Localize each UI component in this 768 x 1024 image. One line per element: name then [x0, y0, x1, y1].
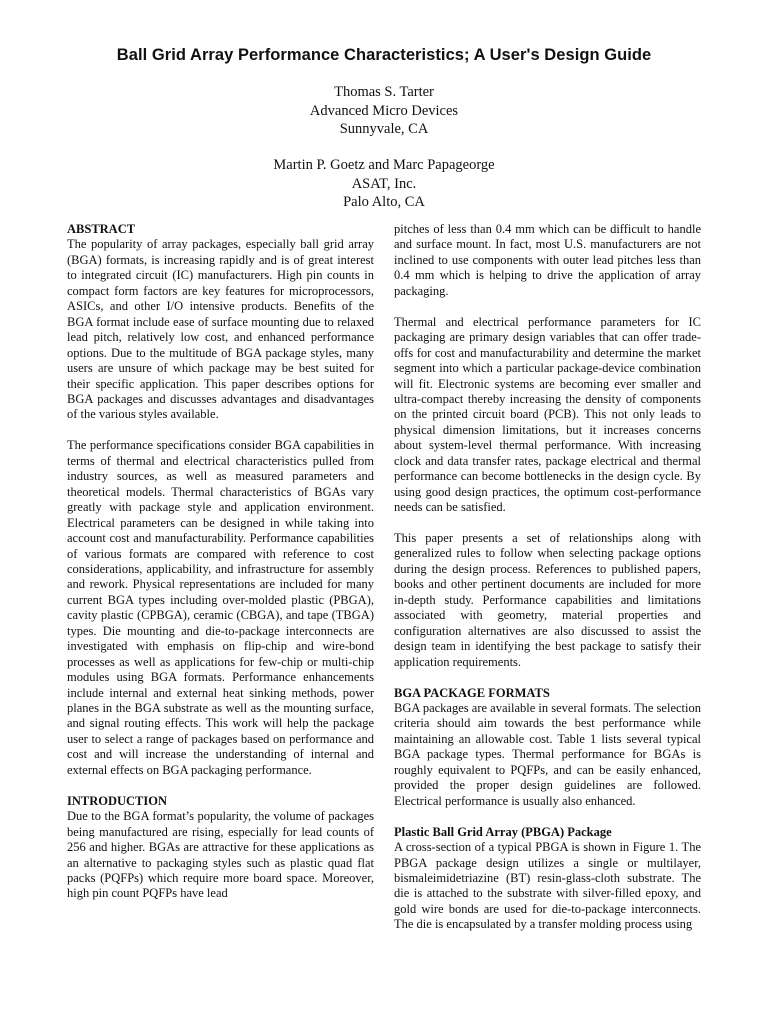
package-formats-heading: BGA PACKAGE FORMATS [394, 685, 550, 700]
author-location: Sunnyvale, CA [339, 121, 429, 137]
pbga-heading: Plastic Ball Grid Array (PBGA) Package [394, 824, 612, 839]
introduction-paragraph-1: Due to the BGA format’s popularity, the volume of packages being manufactured are rising, especially for lead counts of 256 and higher. BGAs are attractive for these applications as an alternative to packaging styles such as plastic quad flat packs (PQFPs) which require more board space. Moreover, high pin count PQFPs have lead [67, 809, 374, 901]
author-block-1 [0, 83, 768, 139]
author-name: Thomas S. Tarter [334, 84, 434, 100]
author-block-2 [0, 156, 768, 212]
author-location: Palo Alto, CA [343, 194, 425, 210]
paper-title: Ball Grid Array Performance Characteristics; A User's Design Guide [116, 46, 652, 64]
author-name: Martin P. Goetz and Marc Papageorge [273, 157, 495, 173]
right-column [394, 222, 701, 933]
pbga-paragraph: A cross-section of a typical PBGA is shown in Figure 1. The PBGA package design utilizes a single or multilayer, bismaleimidetriazine (BT) resin-glass-cloth substrate. The die is attached to the substrate with silver-filled epoxy, and gold wire bonds are used for die-to-package interconnects. The die is encapsulated by a transfer molding process using [394, 840, 701, 932]
abstract-paragraph-2: The performance specifications consider BGA capabilities in terms of thermal and electrical characteristics pulled from industry sources, as well as measured parameters and theoretical models. Thermal characteristics of BGAs vary greatly with package style and application environment. Electrical parameters can be designed in while taking into account cost and manufacturability. Performance capabilities of various formats are compared with reference to cost considerations, applicability, and infrastructure for assembly and rework. Physical representations are included for many current BGA types including over-molded plastic (PBGA), cavity plastic (CPBGA), ceramic (CBGA), and tape (TBGA) types. Die mounting and die-to-package interconnects are investigated with emphasis on flip-chip and wire-bond processes as well as applications for few-chip or multi-chip modules using BGA formats. Performance enhancements include internal and external heat sinking methods, power planes in the BGA substrate as well as the mounting surface, and signal routing effects. This work will help the package user to select a range of packages based on performance and cost and will increase the understanding of internal and external effects on BGA packaging performance. [67, 438, 374, 777]
introduction-heading: INTRODUCTION [67, 793, 168, 808]
abstract-heading: ABSTRACT [67, 222, 136, 236]
abstract-paragraph-1: The popularity of array packages, especially ball grid array (BGA) formats, is increasing rapidly and is of great interest to integrated circuit (IC) manufacturers. High pin counts in compact form factors are key features for microprocessors, ASICs, and other I/O intensive products. Benefits of the BGA format include ease of surface mounting due to relaxed lead pitch, relatively low cost, and enhanced performance options. Due to the multitude of BGA package styles, many users are unsure of which package may be best suited for their specific application. This paper describes options for BGA packages and discusses advantages and disadvantages of the various styles available. [67, 237, 374, 422]
left-column [67, 222, 374, 902]
introduction-paragraph-3: This paper presents a set of relationships along with generalized rules to follow when selecting package options during the design process. References to published papers, books and other pertinent documents are included for more in-depth study. Performance capabilities and limitations associated with geometry, material properties and configuration alternatives are also discussed to assist the design team in identifying the best package to satisfy their application requirements. [394, 531, 701, 669]
introduction-paragraph-2: Thermal and electrical performance parameters for IC packaging are primary design variables that can offer trade-offs for cost and manufacturability and determine the market segment into which a particular package-device combination will fit. Electronic systems are becoming ever smaller and ultra-compact thereby increasing the density of components on the printed circuit board (PCB). This not only leads to physical dimension limitations, but it increases concerns about system-level thermal performance. With increasing clock and data transfer rates, package electrical and thermal performance can become bottlenecks in the design cycle. By using good design practices, the optimum cost-performance needs can be satisfied. [394, 314, 701, 515]
author-affiliation: Advanced Micro Devices [309, 102, 459, 119]
introduction-paragraph-1-cont: pitches of less than 0.4 mm which can be difficult to handle and surface mount. In fact, most U.S. manufacturers are not inclined to use components with outer lead pitches less than 0.4 mm which is helping to drive the application of array packaging. [394, 222, 701, 298]
author-affiliation: ASAT, Inc. [351, 175, 417, 192]
package-formats-paragraph: BGA packages are available in several formats. The selection criteria should aim towards the best performance while maintaining an allowable cost. Table 1 lists several typical BGA package types. Thermal performance for BGAs is roughly equivalent to PQFPs, and can be easily enhanced, provided the proper design guidelines are followed. Electrical performance is usually also enhanced. [394, 701, 701, 808]
